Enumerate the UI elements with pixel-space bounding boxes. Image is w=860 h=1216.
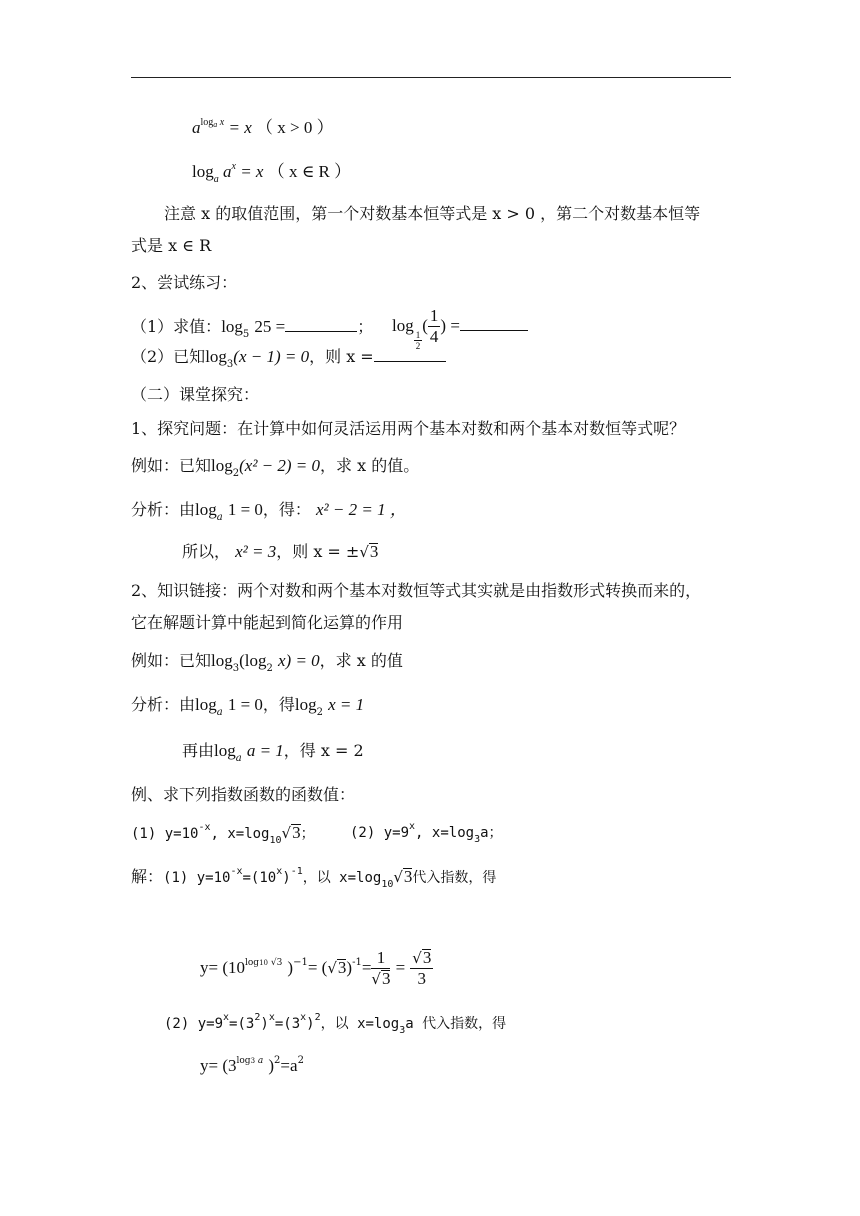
example1-analysis: 分析：由$\log_a 1 = 0$，得： x² − 2 = 1 ， <box>131 500 407 523</box>
example3-problem-1: (1) $y=10^{-x}$, $x=\log_{10}√3$； <box>131 822 315 846</box>
link-line-2: 它在解题计算中能起到简化运算的作用 <box>131 613 404 632</box>
example1-conclusion: 所以， x² = 3，则 x = ±√3 <box>182 542 379 561</box>
example3-problem-2: (2) $y=9^x$, $x=\log_3a$； <box>350 821 503 845</box>
practice-question-2: （2）已知$\log_3(x - 1) = 0$，则 x = <box>131 346 446 371</box>
note-line-2: 式是 x ∈ R <box>131 236 212 255</box>
try-practice-heading: 2、尝试练习： <box>131 273 238 292</box>
section2-question: 1、探究问题：在计算中如何灵活运用两个基本对数和两个基本对数恒等式呢？ <box>131 419 686 438</box>
example2-conclusion: 再由$\log_a a = 1$，得 x = 2 <box>182 741 364 764</box>
example3-heading: 例、求下列指数函数的函数值： <box>131 785 356 804</box>
example3-result-1: $y= (10^{log10 √3}$ )$^{-1}= (√3)^{-1}=$ $\frac{1}{√3}$ = $\frac{√3}{3}$ <box>200 948 432 988</box>
formula-identity-2: $\log_a a^x = x$ （ x ∈ R ） <box>192 161 352 185</box>
example3-result-2: $y= (3^{log3 a}$ )$^2=a^2$ <box>200 1055 304 1075</box>
formula-identity-1: $a^{log_a x} = x$ （ x > 0 ） <box>192 117 334 137</box>
header-rule <box>131 77 731 78</box>
example2-analysis: 分析：由$\log_a 1 = 0$，得$\log_2 x = 1$ <box>131 695 365 718</box>
note-line-1: 注意 x 的取值范围，第一个对数基本恒等式是 x > 0 ，第二个对数基本恒等 <box>164 204 701 223</box>
example3-solution-2: (2) $y=9^x=(3^2)^x=(3^x)^2$，以 $x=\log_3a$ 代入指数，得 <box>164 1012 507 1036</box>
example2-statement: 例如：已知$\log_3(\log_2$ x) = 0，求 x 的值 <box>131 651 403 674</box>
example3-solution-1: 解：(1) $y=10^{-x}=(10^x)^{-1}$，以 $x=\log_{10}√3$代入指数，得 <box>131 866 497 890</box>
answer-blank-1[interactable] <box>285 317 357 332</box>
practice-question-1b: log $\frac{1}{2}$ ( $\frac{1}{4}$ ) = <box>392 306 528 351</box>
link-line-1: 2、知识链接：两个对数和两个基本对数恒等式其实就是由指数形式转换而来的， <box>131 581 702 600</box>
answer-blank-3[interactable] <box>374 347 446 362</box>
example1-statement: 例如：已知$\log_2(x^2 - 2) = 0$，求 x 的值。 <box>131 456 420 479</box>
practice-question-1: （1）求值：$\log_5 25$ = ； <box>131 317 374 340</box>
answer-blank-2[interactable] <box>460 316 528 331</box>
section2-heading: （二）课堂探究： <box>131 385 260 404</box>
